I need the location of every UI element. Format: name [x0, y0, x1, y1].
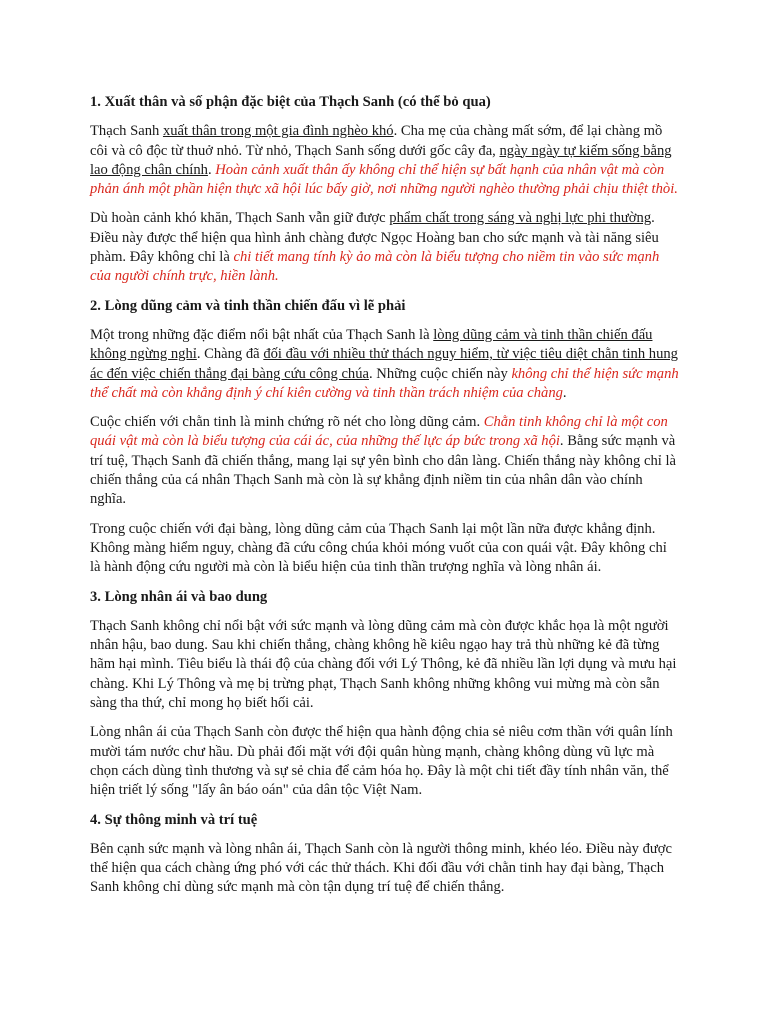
text-run: Bên cạnh sức mạnh và lòng nhân ái, Thạch Sanh còn là người thông minh, khéo léo. Điều này được thể hiện qua cách chàng ứng phó với các thử thách. Khi đối đầu với chằn tinh hay đại bàng, Thạch Sanh không chỉ dùng sức mạnh mà còn tận dụng trí tuệ để chiến thắng. — [90, 840, 672, 896]
highlight-text: chi tiết mang tính kỳ ảo mà còn là biểu tượng cho niềm tin vào sức mạnh của người chính trực, hiền lành. — [90, 249, 660, 285]
paragraph — [90, 122, 680, 199]
paragraph — [90, 520, 680, 578]
section-heading: 4. Sự thông minh và trí tuệ — [90, 811, 258, 828]
text-run: . Điều này được thể hiện qua hình ảnh chàng được Ngọc Hoàng ban cho sức mạnh và tài năng siêu phàm. Đây không chỉ là — [90, 210, 659, 266]
highlight-text: không chỉ thể hiện sức mạnh thể chất mà còn khẳng định ý chí kiên cường và tinh thần trách nhiệm của chàng — [90, 365, 679, 401]
underlined-text: lòng dũng cảm và tinh thần chiến đấu không ngừng nghỉ — [90, 326, 653, 363]
text-run: . — [207, 161, 216, 178]
underlined-text: ngày ngày tự kiếm sống bằng lao động chân chính — [90, 142, 672, 178]
text-run: Lòng nhân ái của Thạch Sanh còn được thể hiện qua hành động chia sẻ niêu cơm thần với quân lính mười tám nước chư hầu. Dù phải đối mặt với đội quân hùng mạnh, chàng không dùng vũ lực mà chọn cách dùng tình thương và sự sẻ chia để cảm hóa họ. Đây là một chi tiết đầy tính nhân văn, thể hiện triết lý sống "lấy ân báo oán" của dân tộc Việt Nam. — [90, 724, 673, 799]
text-run: . Chàng đã — [196, 346, 264, 363]
underlined-text: phẩm chất trong sáng và nghị lực phi thường — [389, 210, 652, 227]
text-run: . Bằng sức mạnh và trí tuệ, Thạch Sanh đã chiến thắng, mang lại sự yên bình cho dân làng. Chiến thắng này không chỉ là chiến thắng của cá nhân Thạch Sanh mà còn là sự khẳng định niềm tin của nhân dân vào chính nghĩa. — [90, 433, 676, 508]
paragraph — [90, 413, 680, 509]
underlined-text: xuất thân trong một gia đình nghèo khó — [162, 123, 394, 140]
section-heading: 1. Xuất thân và số phận đặc biệt của Thạch Sanh (có thể bỏ qua) — [90, 94, 491, 110]
paragraph — [90, 617, 680, 713]
text-run: . — [562, 384, 567, 401]
text-run: . Những cuộc chiến này — [369, 365, 512, 382]
text-run: Trong cuộc chiến với đại bàng, lòng dũng cảm của Thạch Sanh lại một lần nữa được khẳng định. Không màng hiểm nguy, chàng đã cứu công chúa khỏi móng vuốt của con quái vật. Đây không chỉ là hành động cứu người mà còn là biểu hiện của tinh thần trượng nghĩa và lòng nhân ái. — [90, 520, 667, 576]
section-heading: 2. Lòng dũng cảm và tinh thần chiến đấu vì lẽ phải — [90, 297, 406, 314]
text-run: Thạch Sanh — [90, 123, 163, 140]
paragraph — [90, 209, 680, 286]
paragraph — [90, 326, 680, 403]
document-page — [90, 93, 680, 908]
underlined-text: đối đầu với nhiều thử thách nguy hiểm, từ việc tiêu diệt chằn tinh hung ác đến việc chiến thắng đại bàng cứu công chúa — [90, 346, 678, 382]
section-heading: 3. Lòng nhân ái và bao dung — [90, 588, 268, 605]
text-run: Thạch Sanh không chỉ nổi bật với sức mạnh và lòng dũng cảm mà còn được khắc họa là một người nhân hậu, bao dung. Sau khi chiến thắng, chàng không hề kiêu ngạo hay trả thù những kẻ đã từng hãm hại mình. Tiêu biểu là thái độ của chàng đối với Lý Thông, kẻ đã nhiều lần lợi dụng và mưu hại chàng. Khi Lý Thông và mẹ bị trừng phạt, Thạch Sanh không những không vui mừng mà còn sẵn sàng tha thứ, chỉ mong họ biết hối cải. — [90, 617, 677, 712]
highlight-text: Chằn tinh không chỉ là một con quái vật mà còn là biểu tượng của cái ác, của những thế lực áp bức trong xã hội — [90, 414, 668, 450]
paragraph — [90, 723, 680, 800]
text-run: Một trong những đặc điểm nổi bật nhất của Thạch Sanh là — [90, 326, 434, 343]
highlight-text: Hoàn cảnh xuất thân ấy không chỉ thể hiện sự bất hạnh của nhân vật mà còn phản ánh một phần hiện thực xã hội lúc bấy giờ, nơi những người nghèo thường phải chịu thiệt thòi. — [90, 161, 678, 198]
paragraph — [90, 840, 680, 898]
text-run: Cuộc chiến với chằn tinh là minh chứng rõ nét cho lòng dũng cảm. — [90, 414, 484, 431]
text-run: . Cha mẹ của chàng mất sớm, để lại chàng mồ côi và cô độc từ thuở nhỏ. Từ nhỏ, Thạch Sanh sống dưới gốc cây đa, — [90, 123, 663, 159]
text-run: Dù hoàn cảnh khó khăn, Thạch Sanh vẫn giữ được — [90, 210, 390, 227]
